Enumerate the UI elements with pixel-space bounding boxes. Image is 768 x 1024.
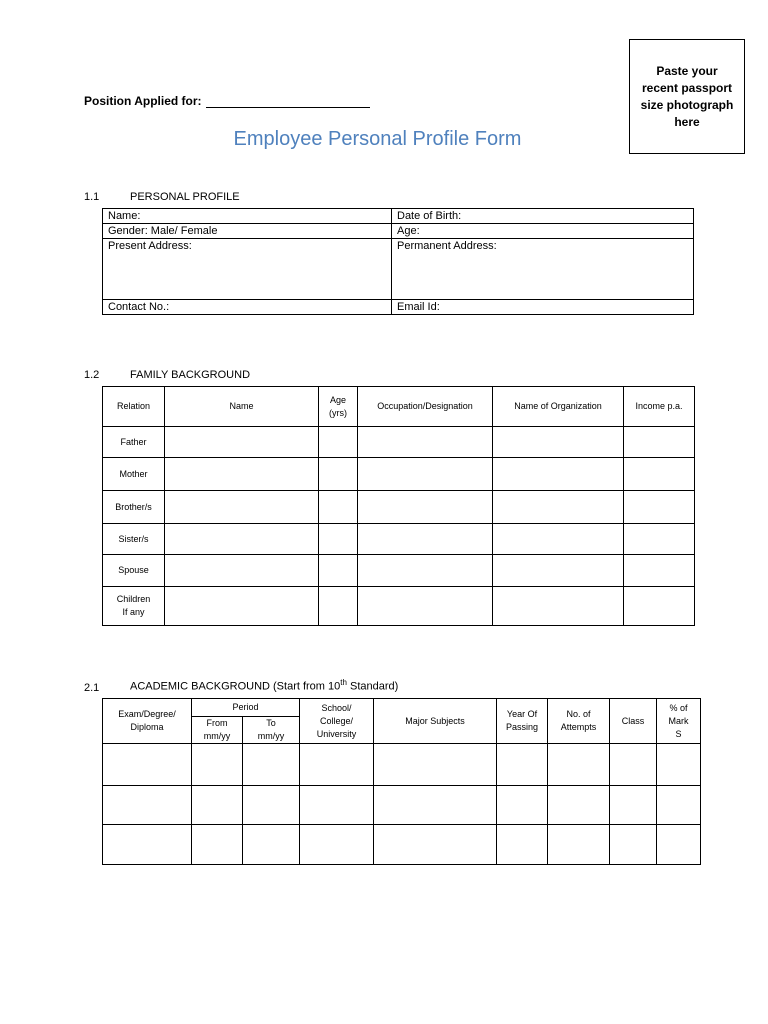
section-1-1-title: PERSONAL PROFILE [130,191,240,203]
position-applied-line[interactable] [206,95,370,108]
present-address-field[interactable]: Present Address: [103,239,392,300]
photo-placeholder-text: Paste your recent passport size photograph here [640,63,734,129]
contact-field[interactable]: Contact No.: [103,300,392,315]
position-applied-field [84,94,370,108]
section-1-2-title: FAMILY BACKGROUND [130,369,251,381]
section-1-2-number: 1.2 [84,369,100,381]
table-row [103,524,695,555]
header-year-of-passing: Year Of Passing [497,699,548,744]
relation-brothers: Brother/s [103,491,165,524]
header-marks: % of Mark S [657,699,701,744]
relation-mother: Mother [103,458,165,491]
relation-father: Father [103,427,165,458]
header-relation: Relation [103,387,165,427]
family-background-table [102,386,695,626]
header-age: Age (yrs) [319,387,358,427]
header-name: Name [165,387,319,427]
gender-field[interactable]: Gender: Male/ Female [103,224,392,239]
header-class: Class [610,699,657,744]
relation-children: Children If any [103,587,165,626]
position-applied-label: Position Applied for: [84,94,202,108]
name-field[interactable]: Name: [103,209,392,224]
header-income: Income p.a. [624,387,695,427]
table-row [103,786,701,825]
header-from: From mm/yy [192,717,243,744]
section-2-1-number: 2.1 [84,682,100,694]
email-field[interactable]: Email Id: [392,300,694,315]
academic-background-table [102,698,701,865]
header-attempts: No. of Attempts [548,699,610,744]
personal-profile-table [102,208,694,315]
permanent-address-field[interactable]: Permanent Address: [392,239,694,300]
header-occupation: Occupation/Designation [358,387,493,427]
age-field[interactable]: Age: [392,224,694,239]
header-to: To mm/yy [243,717,300,744]
table-row [103,491,695,524]
header-period: Period [192,699,300,717]
header-organization: Name of Organization [493,387,624,427]
dob-field[interactable]: Date of Birth: [392,209,694,224]
relation-sisters: Sister/s [103,524,165,555]
page-title: Employee Personal Profile Form [233,128,522,150]
table-row [103,825,701,865]
header-major-subjects: Major Subjects [374,699,497,744]
table-row [103,587,695,626]
table-row [103,744,701,786]
section-2-1-title: ACADEMIC BACKGROUND (Start from 10th Standard) [130,678,399,693]
table-row [103,427,695,458]
table-row [103,555,695,587]
relation-spouse: Spouse [103,555,165,587]
table-row [103,458,695,491]
header-school: School/ College/ University [300,699,374,744]
section-1-1-number: 1.1 [84,191,100,203]
header-exam: Exam/Degree/ Diploma [103,699,192,744]
